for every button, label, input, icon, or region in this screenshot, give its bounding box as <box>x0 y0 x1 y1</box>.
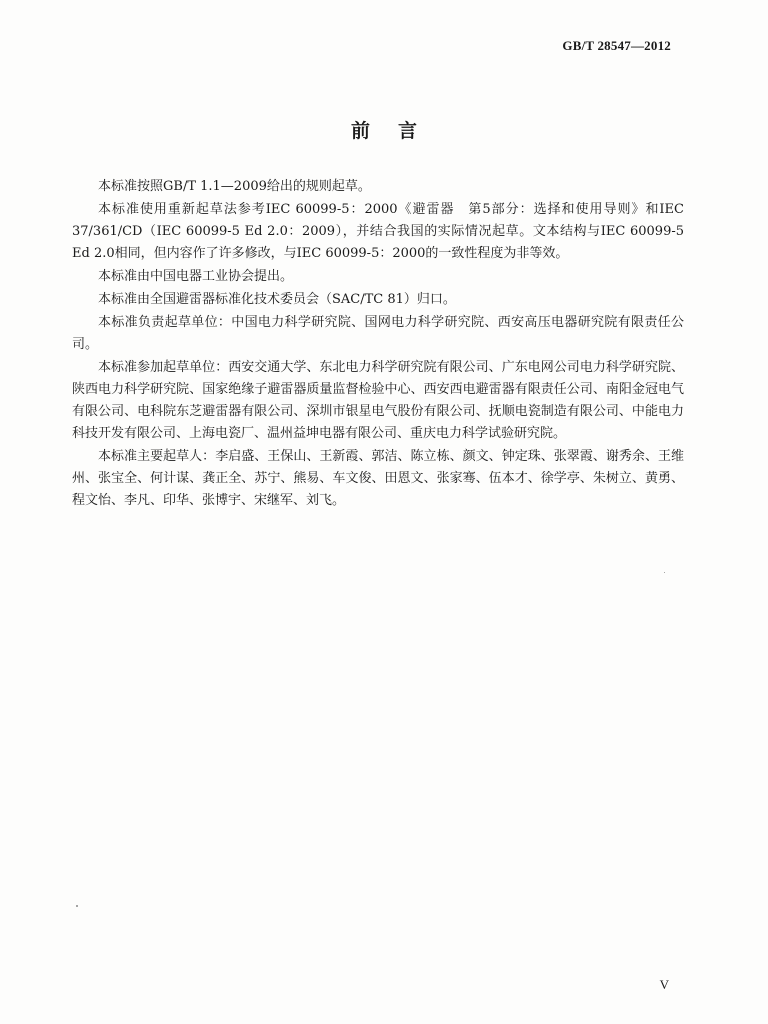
scan-speck <box>76 905 78 907</box>
paragraph-main-drafters: 本标准主要起草人：李启盛、王保山、王新霞、郭洁、陈立栋、颜文、钟定珠、张翠霞、谢秀余、王维州、张宝全、何计谋、龚正全、苏宁、熊易、车文俊、田恩文、张家骞、伍本才、徐学亭、朱树立、黄勇、程文怡、李凡、印华、张博宇、宋继军、刘飞。 <box>72 449 684 508</box>
paragraph-proposer: 本标准由中国电器工业协会提出。 <box>98 269 294 284</box>
paragraph-drafting-rules: 本标准按照GB/T 1.1—2009给出的规则起草。 <box>98 179 371 194</box>
foreword-body <box>72 176 684 513</box>
standard-code: GB/T 28547—2012 <box>562 38 671 53</box>
page-number: V <box>659 977 669 992</box>
scan-speck <box>664 572 665 573</box>
paragraph-administration: 本标准由全国避雷器标准化技术委员会（SAC/TC 81）归口。 <box>98 292 456 307</box>
paragraph-participating-drafters: 本标准参加起草单位：西安交通大学、东北电力科学研究院有限公司、广东电网公司电力科学研究院、陕西电力科学研究院、国家绝缘子避雷器质量监督检验中心、西安西电避雷器有限责任公司、南阳金冠电气有限公司、电科院东芝避雷器有限公司、深圳市银星电气股份有限公司、抚顺电瓷制造有限公司、中能电力科技开发有限公司、上海电瓷厂、温州益坤电器有限公司、重庆电力科学试验研究院。 <box>72 360 684 441</box>
paragraph-reference-standard: 本标准使用重新起草法参考IEC 60099-5：2000《避雷器 第5部分：选择和使用导则》和IEC 37/361/CD（IEC 60099-5 Ed 2.0：2009），并结合我国的实际情况起草。文本结构与IEC 60099-5 Ed 2.0相同，但内容作了许多修改，与IEC 60099-5：2000的一致性程度为非等效。 <box>72 202 684 261</box>
paragraph-lead-drafters: 本标准负责起草单位：中国电力科学研究院、国网电力科学研究院、西安高压电器研究院有限责任公司。 <box>72 315 684 352</box>
page-title: 前言 <box>350 120 445 142</box>
